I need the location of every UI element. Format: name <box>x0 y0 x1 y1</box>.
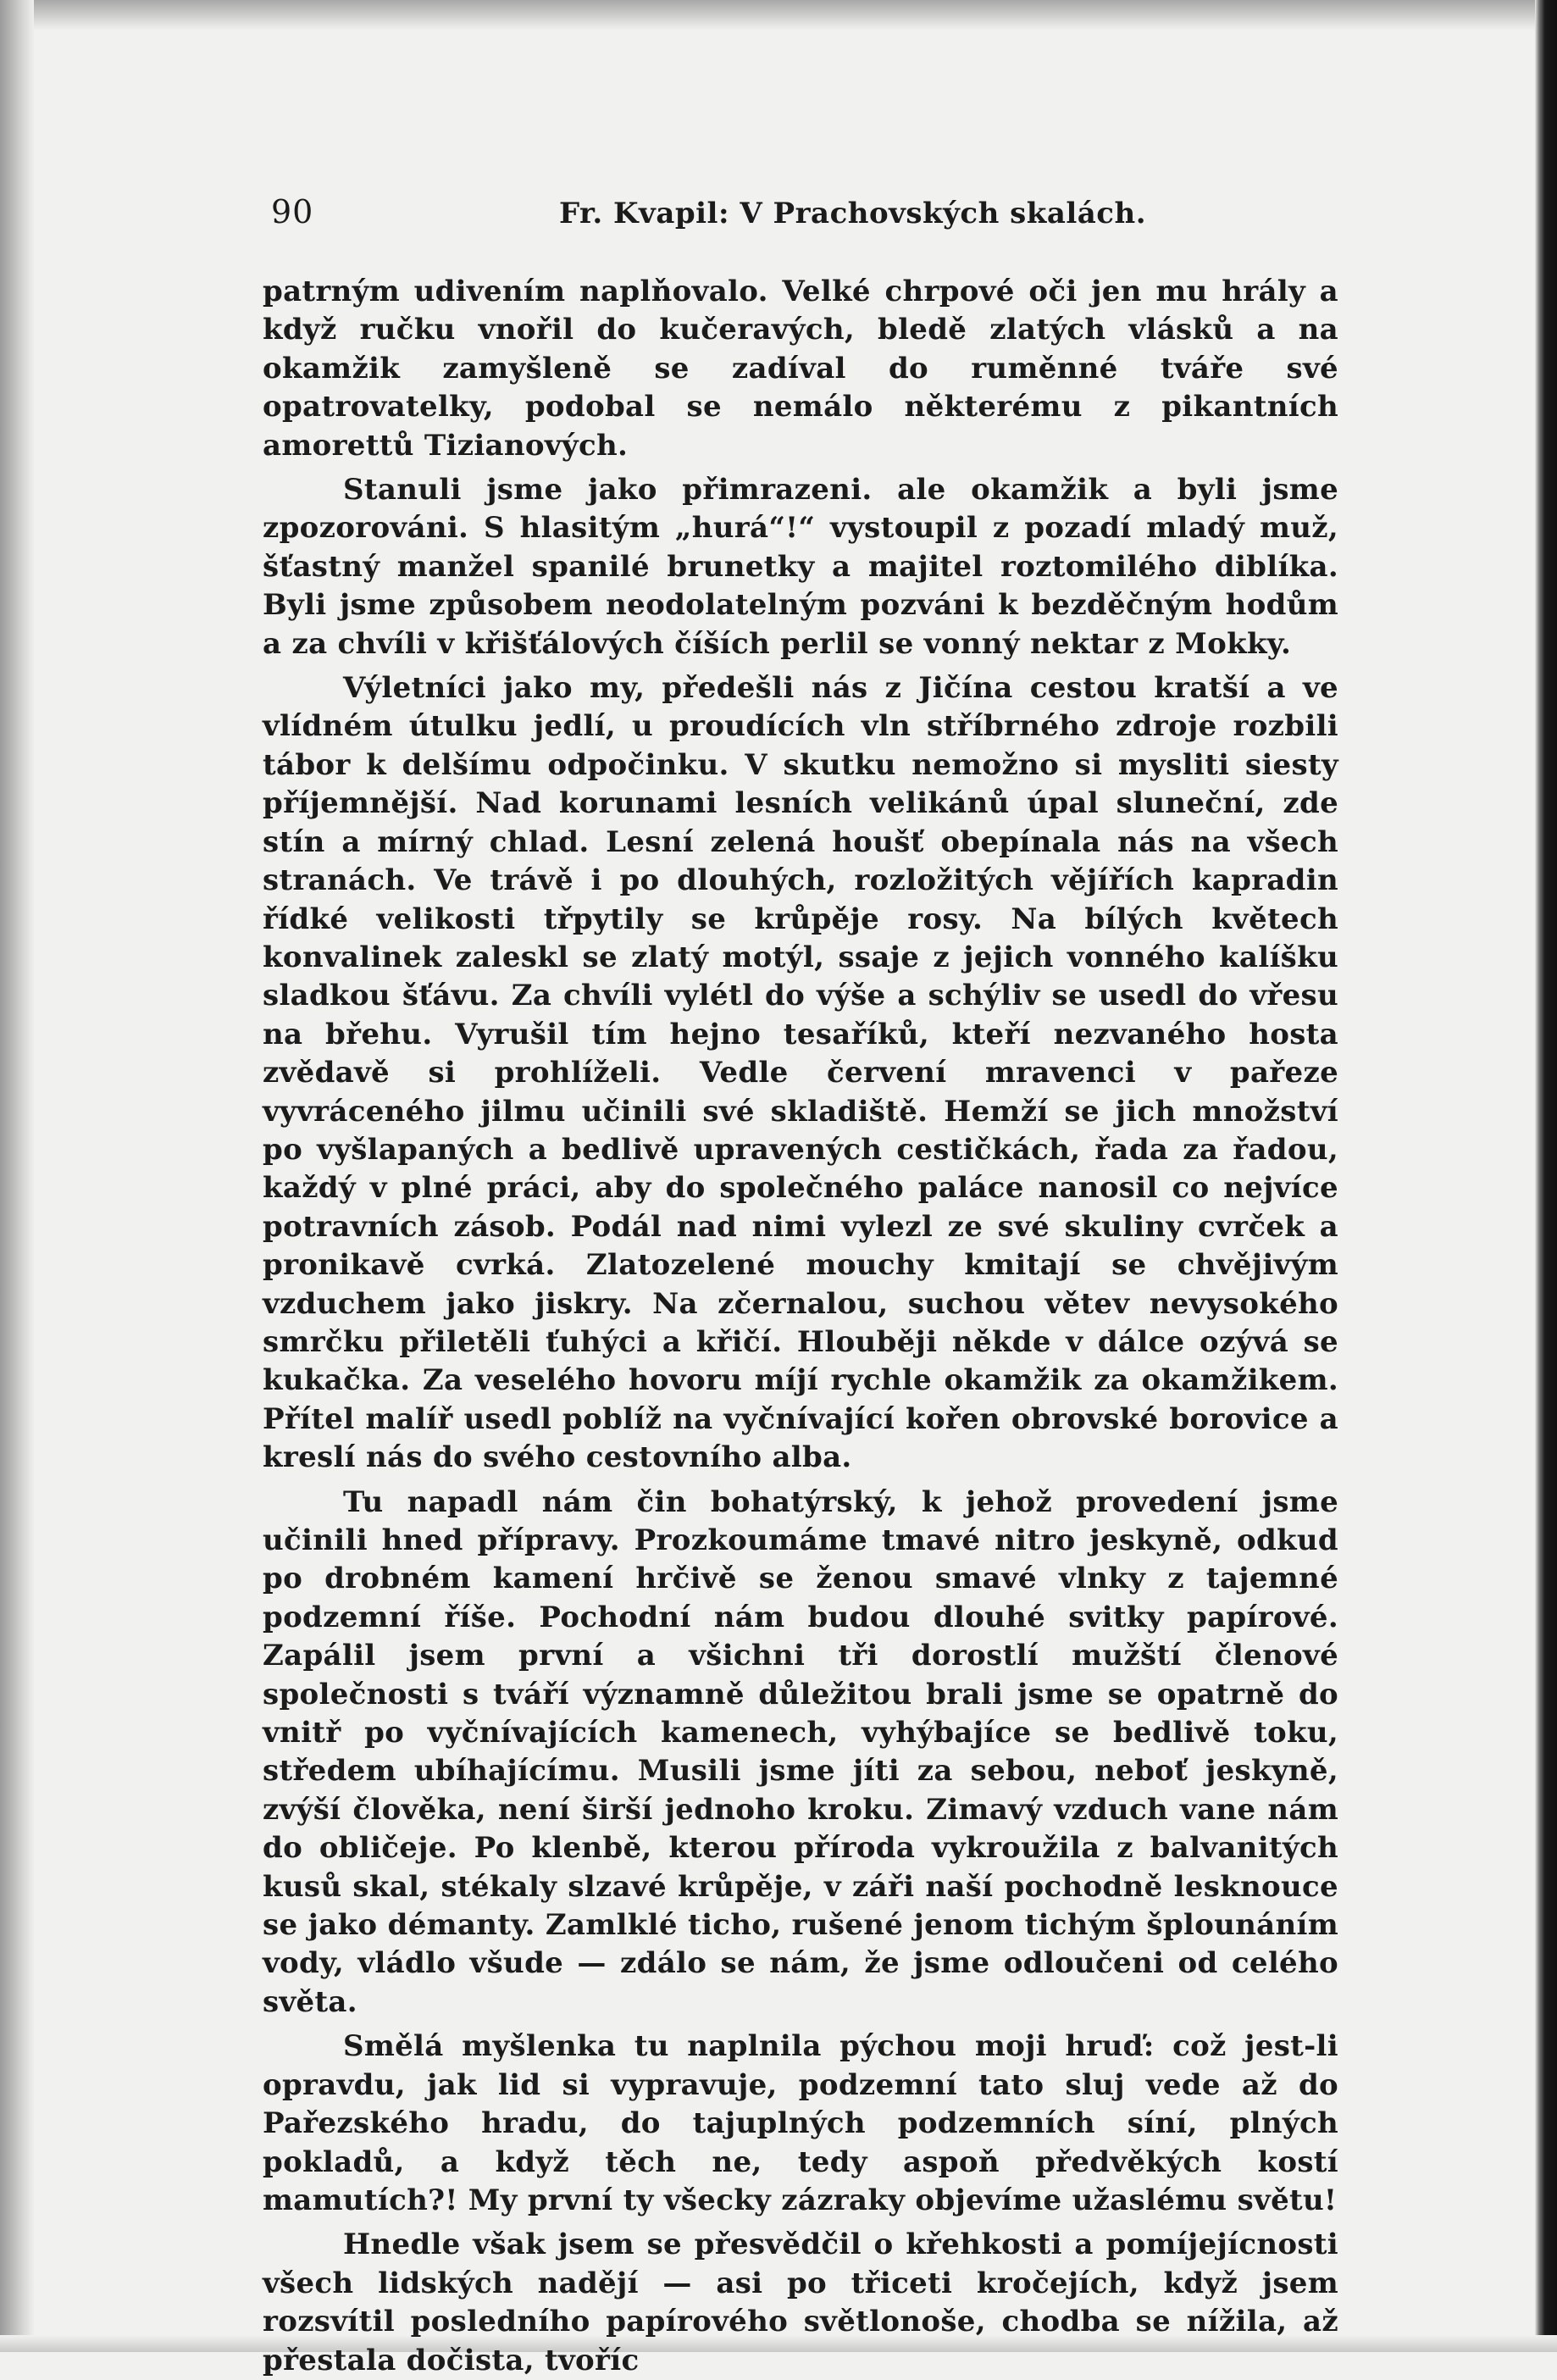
scan-shadow-left <box>0 0 34 2352</box>
body-text <box>263 273 1338 2380</box>
scan-binding-edge <box>1535 0 1557 2352</box>
running-title: Fr. Kvapil: V Prachovských skalách. <box>559 197 1147 230</box>
paragraph: Stanuli jsme jako přimrazeni. ale okamžik a byli jsme zpozorováni. S hlasitým „hurá“!“ vystoupil z pozadí mladý muž, šťastný manžel spanilé brunetky a majitel roztomilého diblíka. Byli jsme způsobem neodolatelným pozváni k bezděčným hodům a za chvíli v křišťálových číších perlil se vonný nektar z Mokky. <box>263 473 1338 661</box>
page-number: 90 <box>271 193 314 230</box>
paragraph: Tu napadl nám čin bohatýrský, k jehož provedení jsme učinili hned přípravy. Prozkoumáme tmavé nitro jeskyně, odkud po drobném kamení hrčivě se ženou smavé vlnky z tajemné podzemní říše. Pochodní nám budou dlouhé svitky papírové. Zapálil jsem první a všichni tři dorostlí mužští členové společnosti s tváří významně důležitou brali jsme se opatrně do vnitř po vyčnívajících kamenech, vyhýbajíce se bedlivě toku, středem ubíhajícímu. Musili jsme jíti za sebou, neboť jeskyně, zvýší člověka, není širší jednoho kroku. Zimavý vzduch vane nám do obličeje. Po klenbě, kterou příroda vykroužila z balvanitých kusů skal, stékaly slzavé krůpěje, v záři naší pochodně lesknouce se jako démanty. Zamlklé ticho, rušené jenom tichým šplounáním vody, vládlo všude — zdálo se nám, že jsme odloučeni od celého světa. <box>263 1484 1338 2019</box>
page-header <box>271 193 1347 241</box>
paragraph: Výletníci jako my, předešli nás z Jičína cestou kratší a ve vlídném útulku jedlí, u proudících vln stříbrného zdroje rozbili tábor k delšímu odpočinku. V skutku nemožno si mysliti siesty příjemnější. Nad korunami lesních velikánů úpal sluneční, zde stín a mírný chlad. Lesní zelená houšť obepínala nás na všech stranách. Ve trávě i po dlouhých, rozložitých vějířích kapradin řídké velikosti třpytily se krůpěje rosy. Na bílých květech konvalinek zaleskl se zlatý motýl, ssaje z jejich vonného kalíšku sladkou šťávu. Za chvíli vylétl do výše a schýliv se usedl do vřesu na břehu. Vyrušil tím hejno tesaříků, kteří nezvaného hosta zvědavě si prohlíželi. Vedle červení mravenci v pařeze vyvráceného jilmu učinili své skladiště. Hemží se jich množství po vyšlapaných a bedlivě upravených cestičkách, řada za řadou, každý v plné práci, aby do společného paláce nanosil co nejvíce potravních zásob. Podál nad nimi vylezl ze své skuliny cvrček a pronikavě cvrká. Zlatozelené mouchy kmitají se chvějivým vzduchem jako jiskry. Na zčernalou, suchou větev nevysokého smrčku přiletěli ťuhýci a křičí. Hlouběji někde v dálce ozývá se kukačka. Za veselého hovoru míjí rychle okamžik za okamžikem. Přítel malíř usedl poblíž na vyčnívající kořen obrovské borovice a kreslí nás do svého cestovního alba. <box>263 671 1338 1475</box>
scan-shadow-top <box>0 0 1557 31</box>
paragraph: patrným udivením naplňovalo. Velké chrpové oči jen mu hrály a když ručku vnořil do kučeravých, bledě zlatých vlásků a na okamžik zamyšleně se zadíval do ruměnné tváře své opatrovatelky, podobal se nemálo některému z pikantních amorettů Tizianových. <box>263 275 1338 463</box>
paragraph: Hnedle však jsem se přesvědčil o křehkosti a pomíjejícnosti všech lidských nadějí — asi po třiceti kročejích, když jsem rozsvítil posledního papírového světlonoše, chodba se nížila, až přestala dočista, tvoříc <box>263 2227 1338 2377</box>
paragraph: Smělá myšlenka tu naplnila pýchou moji hruď: což jest-li opravdu, jak lid si vypravuje, podzemní tato sluj vede až do Pařezského hradu, do tajuplných podzemních síní, plných pokladů, a když těch ne, tedy aspoň předvěkých kostí mamutích?! My první ty všecky zázraky objevíme užaslému světu! <box>263 2029 1338 2217</box>
